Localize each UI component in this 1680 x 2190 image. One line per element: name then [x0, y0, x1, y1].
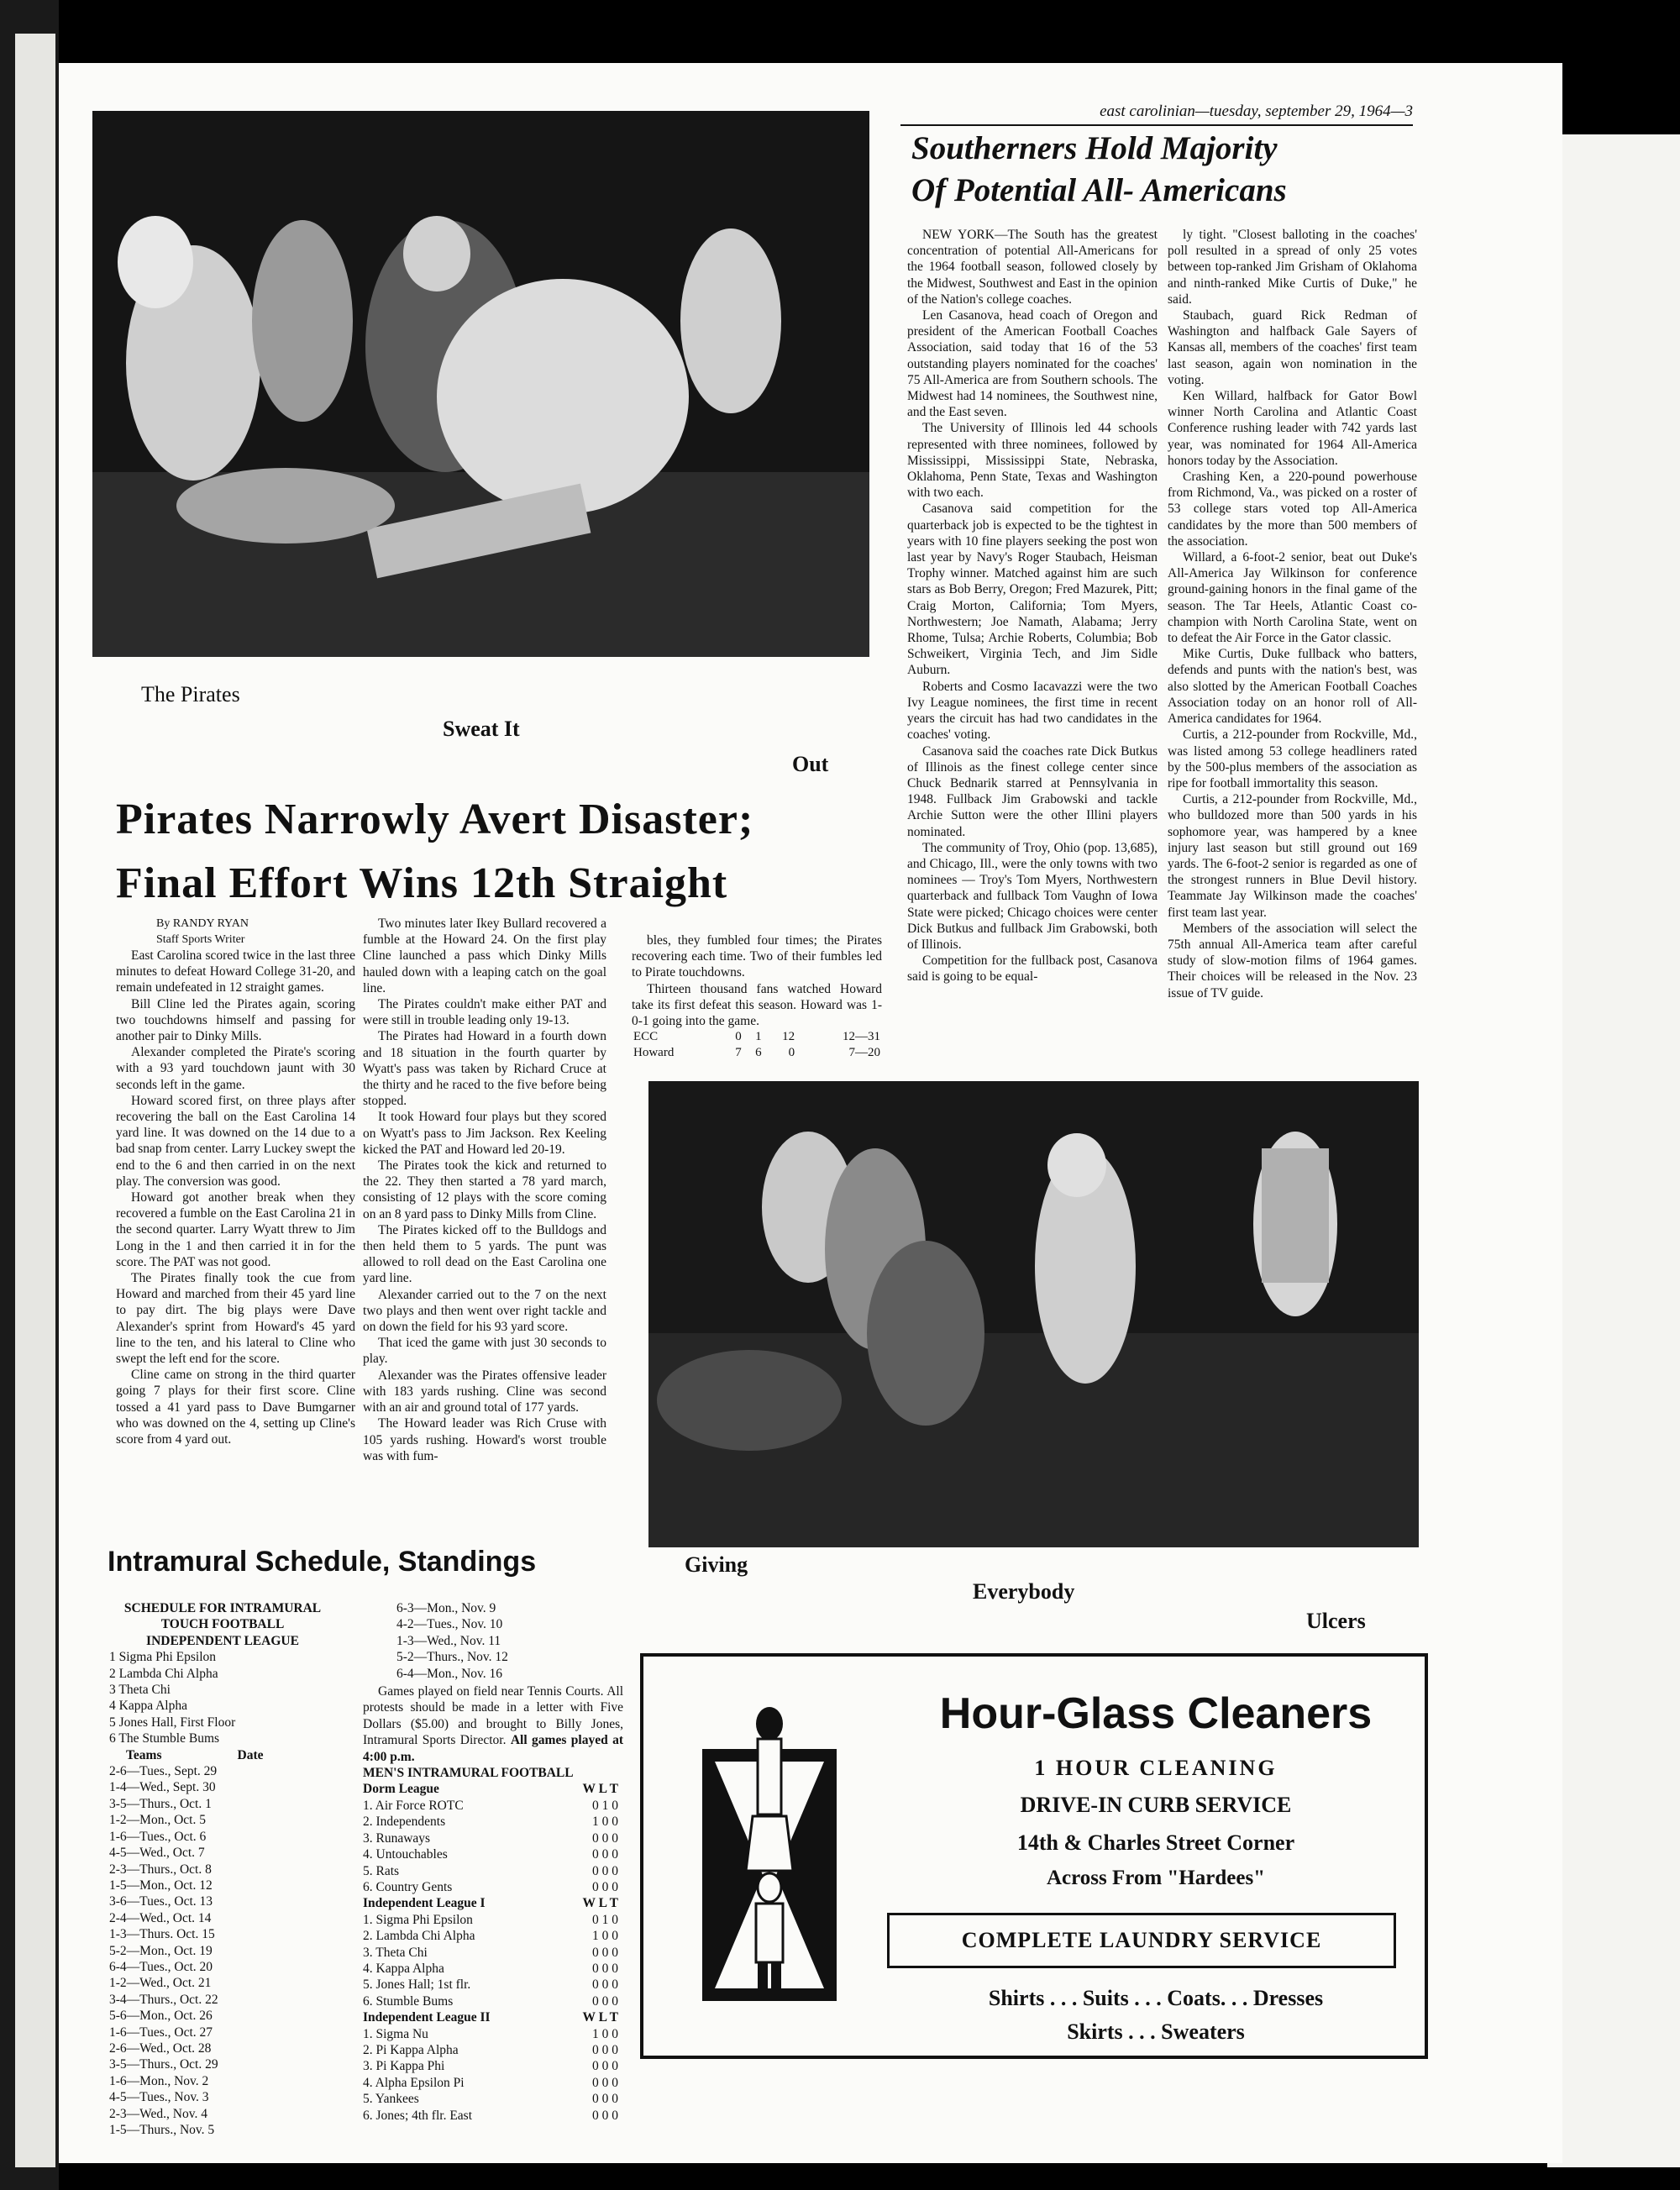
- article-paragraph: Two minutes later Ikey Bullard recovered a fumble at the Howard 24. On the first play Cline launched a pass which Dinky Mills hauled down with a leaping catch on the goal line.: [363, 916, 606, 995]
- byline-title: Staff Sports Writer: [156, 933, 245, 946]
- schedule-col-teams: Teams: [126, 1747, 162, 1762]
- schedule-item: 1-6—Tues., Oct. 6: [109, 1829, 207, 1844]
- article-paragraph: Howard scored first, on three plays after recovering the ball on the East Carolina 14 yard line. It was downed on the 14 due to a bad snap from center. Larry Luckey swept the end to the 6 and then carried in on the next play. The conversion was good.: [116, 1093, 355, 1189]
- hourglass-illustration: [685, 1699, 853, 2026]
- team-name: 1. Air Force ROTC: [363, 1798, 464, 1813]
- score-cell: ECC: [633, 1030, 659, 1044]
- score-cell: 12: [782, 1030, 795, 1044]
- article-paragraph: The Pirates had Howard in a fourth down and 18 situation in the fourth quarter by Wyatt's pass was taken by Richard Cruce at the thirty and he raced to the five before being stopped.: [363, 1029, 606, 1109]
- team-record: 0 0 0: [592, 1879, 618, 1894]
- schedule-list-2: [363, 1600, 623, 1682]
- article-paragraph: The Pirates couldn't make either PAT and were still in trouble leading only 19-13.: [363, 997, 606, 1028]
- article-paragraph: The community of Troy, Ohio (pop. 13,685), and Chicago, Ill., were the only towns with two nominees — Troy's Tom Myers, Northwestern quarterback and fullback Tom Vaughn of Iowa State were picked; Chicago choices were center Dick Butkus and fullback Jim Grabowski, both of Illinois.: [907, 840, 1158, 952]
- article-paragraph: Cline came on strong in the third quarter going 7 plays for their first score. Cline tossed a 41 yard pass to Dave Bumgarner who was downed on the 4, setting up Cline's score from 4 yard out.: [116, 1368, 355, 1447]
- schedule-item: 1-6—Tues., Oct. 27: [109, 2025, 213, 2040]
- schedule-item: 2-6—Wed., Oct. 28: [109, 2040, 212, 2056]
- score-cell: 6: [755, 1046, 762, 1060]
- team-record: 1 0 0: [592, 2026, 618, 2041]
- article-paragraph: NEW YORK—The South has the greatest concentration of potential All-Americans for the 1964 football season, followed closely by the Midwest, Southwest and East in the opinion of the Nation's college coaches.: [907, 228, 1158, 307]
- article-paragraph: East Carolina scored twice in the last three minutes to defeat Howard College 31-20, and remain undefeated in 12 straight games.: [116, 948, 355, 995]
- schedule-item: 3-5—Thurs., Oct. 1: [109, 1796, 212, 1811]
- schedule-item: 1-3—Thurs. Oct. 15: [109, 1927, 215, 1942]
- team-name: 4. Untouchables: [363, 1847, 448, 1862]
- league-name: Independent League II: [363, 2010, 491, 2025]
- standings-row: [363, 2075, 623, 2091]
- article-paragraph: The Pirates finally took the cue from Howard and marched from their 45 yard line to pay dirt. The big plays were Dave Alexander's sprint from Howard's 45 yard line to the ten, and his lateral to Cline who swept the left end for the score.: [116, 1271, 355, 1367]
- schedule-item: 6-4—Mon., Nov. 16: [396, 1666, 503, 1681]
- intramural-headline: Intramural Schedule, Standings: [108, 1546, 537, 1578]
- photo2-caption-line1: Giving: [685, 1552, 748, 1577]
- article-paragraph: Crashing Ken, a 220-pound powerhouse from Richmond, Va., was picked on a roster of 53 college stars voted top All-America candidates by the more than 500 members of the association.: [1168, 470, 1417, 549]
- schedule-item: 5-2—Thurs., Nov. 12: [396, 1650, 508, 1665]
- schedule-item: 2-4—Wed., Oct. 14: [109, 1910, 212, 1925]
- league-cols: W L T: [582, 2010, 618, 2025]
- schedule-item: 6-3—Mon., Nov. 9: [396, 1601, 496, 1615]
- article-paragraph: Casanova said competition for the quarterback job is expected to be the tightest in years with 10 fine players seeking the post won last year by Navy's Roger Staubach, Heisman Trophy winner. Matched against him are such stars as Bob Berry, Oregon; Fred Mazurek, Pitt; Craig Morton, California; Tom Myers, Northwestern; Joe Namath, Alabama; Jerry Rhome, Tulsa; Archie Roberts, Columbia; Bob Schweikert, Virginia Tech, and Jim Sidle Auburn.: [907, 502, 1158, 678]
- standings-row: [363, 1879, 623, 1895]
- team-item: 5 Jones Hall, First Floor: [109, 1715, 236, 1730]
- ad-line-6: Skirts . . . Sweaters: [1067, 2019, 1245, 2044]
- score-cell: 1: [755, 1030, 762, 1044]
- team-name: 6. Country Gents: [363, 1879, 453, 1894]
- photo1-caption-line1: The Pirates: [141, 682, 240, 706]
- schedule-item: 3-5—Thurs., Oct. 29: [109, 2057, 218, 2072]
- team-name: 4. Alpha Epsilon Pi: [363, 2075, 465, 2090]
- score-cell: 7—20: [848, 1046, 880, 1060]
- standings-row: [363, 2108, 623, 2124]
- league-name: Independent League I: [363, 1896, 486, 1911]
- pirates-column-1-body: [116, 948, 355, 1447]
- article-paragraph: ly tight. "Closest balloting in the coaches' poll resulted in a spread of only 25 votes between top-ranked Jim Grisham of Oklahoma and ninth-ranked Mike Curtis of Duke," he said.: [1168, 228, 1417, 307]
- football-photo-top: [92, 111, 869, 657]
- score-row: [632, 1029, 882, 1045]
- southerners-column-2: [1168, 227, 1417, 1001]
- schedule-item: 1-2—Mon., Oct. 5: [109, 1813, 206, 1828]
- team-record: 0 0 0: [592, 2042, 618, 2057]
- schedule-list: [109, 1763, 336, 2138]
- article-paragraph: Ken Willard, halfback for Gator Bowl winner North Carolina and Atlantic Coast Conference rushing leader with 742 yards last year, was nominated for 1964 All-America honors today by the Association.: [1168, 389, 1417, 468]
- page-folio: east carolinian—tuesday, september 29, 1964—3: [900, 102, 1413, 126]
- article-paragraph: Len Casanova, head coach of Oregon and president of the American Football Coaches Association, said today that 16 of the 53 outstanding players nominated for the coaches' 75 All-America are from Southern schools. The Midwest had 14 nominees, the Southwest nine, and the East seven.: [907, 308, 1158, 420]
- team-name: 1. Sigma Nu: [363, 2026, 428, 2041]
- standings-row: [363, 1961, 623, 1977]
- team-record: 1 0 0: [592, 1929, 618, 1944]
- article-paragraph: Alexander completed the Pirate's scoring with a 93 yard touchdown jaunt with 30 seconds left in the game.: [116, 1045, 355, 1092]
- article-paragraph: Alexander was the Pirates offensive leader with 183 yards rushing. Cline was second with an air and ground total of 177 yards.: [363, 1368, 606, 1415]
- standings-row: [363, 1912, 623, 1928]
- score-row: [632, 1045, 882, 1061]
- article-paragraph: Curtis, a 212-pounder from Rockville, Md., who bulldozed more than 500 yards in his sophomore year, was hampered by a knee injury last season but still ground out 169 yards. The 6-foot-2 senior is regarded as one of the strongest runners in Blue Devil history. Teammate Jay Wilkinson made the coaches' first team last year.: [1168, 792, 1417, 920]
- article-paragraph: Alexander carried out to the 7 on the next two plays and then went over right tackle and on down the field for his 93 yard score.: [363, 1287, 606, 1335]
- schedule-title-2: TOUCH FOOTBALL: [160, 1617, 285, 1632]
- team-item: 6 The Stumble Bums: [109, 1731, 220, 1746]
- team-record: 0 0 0: [592, 2092, 618, 2107]
- standings-row: [363, 1945, 623, 1961]
- team-record: 0 0 0: [592, 1977, 618, 1993]
- schedule-note: [363, 1683, 623, 1765]
- score-cell: 12—31: [843, 1030, 880, 1044]
- schedule-column-1: [109, 1600, 336, 2138]
- league-header: [363, 1781, 623, 1797]
- ad-laundry-box: COMPLETE LAUNDRY SERVICE: [887, 1913, 1396, 1968]
- schedule-item: 2-6—Tues., Sept. 29: [109, 1764, 218, 1779]
- schedule-col-date: Date: [237, 1747, 264, 1762]
- schedule-item: 1-2—Wed., Oct. 21: [109, 1976, 212, 1991]
- hourglass-cleaners-ad: [640, 1653, 1428, 2059]
- team-record: 0 0 0: [592, 2059, 618, 2074]
- pirates-column-3-body: [632, 932, 882, 1029]
- article-paragraph: bles, they fumbled four times; the Pirates recovering each time. Two of their fumbles led to Pirate touchdowns.: [632, 933, 882, 980]
- team-record: 0 0 0: [592, 1993, 618, 2009]
- standings-row: [363, 1830, 623, 1846]
- standings-row: [363, 2026, 623, 2042]
- score-cell: 0: [788, 1046, 795, 1060]
- team-list: [109, 1649, 336, 1746]
- league-header: [363, 1895, 623, 1911]
- standings-row: [363, 2091, 623, 2107]
- schedule-item: 3-6—Tues., Oct. 13: [109, 1894, 213, 1909]
- schedule-note-bold: All games played at 4:00 p.m.: [363, 1733, 623, 1764]
- ad-title: Hour-Glass Cleaners: [939, 1689, 1373, 1738]
- team-name: 4. Kappa Alpha: [363, 1961, 444, 1976]
- article-paragraph: Curtis, a 212-pounder from Rockville, Md., was listed among 53 college headliners rated by the 500-plus members of the association as ripe for football immortality this season.: [1168, 727, 1417, 790]
- team-item: 1 Sigma Phi Epsilon: [109, 1650, 217, 1665]
- team-name: 2. Independents: [363, 1814, 446, 1830]
- schedule-item: 5-2—Mon., Oct. 19: [109, 1943, 213, 1958]
- article-paragraph: The Howard leader was Rich Cruse with 105 yards rushing. Howard's worst trouble was with fum-: [363, 1416, 606, 1463]
- schedule-note-text: Games played on field near Tennis Courts. All protests should be made in a letter with Five Dollars ($5.00) and brought to Billy Jones, Intramural Sports Director.: [363, 1684, 623, 1748]
- schedule-item: 1-4—Wed., Sept. 30: [109, 1780, 216, 1795]
- team-name: 6. Jones; 4th flr. East: [363, 2108, 473, 2123]
- team-record: 0 1 0: [592, 1912, 618, 1927]
- article-paragraph: Howard got another break when they recovered a fumble on the East Carolina 21 in the second quarter. Larry Wyatt threw to Jim Long in the 1 and then carried it in for the score. The PAT was not good.: [116, 1190, 355, 1269]
- article-paragraph: That iced the game with just 30 seconds to play.: [363, 1336, 606, 1367]
- photo2-caption-line3: Ulcers: [1306, 1609, 1366, 1633]
- schedule-title-3: INDEPENDENT LEAGUE: [146, 1633, 299, 1648]
- team-record: 1 0 0: [592, 1814, 618, 1830]
- photo1-caption-line2: Sweat It: [443, 717, 520, 741]
- article-paragraph: Staubach, guard Rick Redman of Washington and halfback Gale Sayers of Kansas all, members of the coaches' first team last season, again won nomination in the voting.: [1168, 308, 1417, 387]
- schedule-item: 5-6—Mon., Oct. 26: [109, 2009, 213, 2024]
- schedule-item: 2-3—Thurs., Oct. 8: [109, 1862, 212, 1877]
- team-item: 2 Lambda Chi Alpha: [109, 1666, 218, 1681]
- football-photo-bottom: [648, 1081, 1419, 1547]
- schedule-item: 4-2—Tues., Nov. 10: [396, 1617, 503, 1632]
- next-page-edge: [1547, 134, 1680, 2167]
- schedule-item: 1-5—Mon., Oct. 12: [109, 1878, 213, 1893]
- schedule-item: 3-4—Thurs., Oct. 22: [109, 1992, 218, 2007]
- team-name: 3. Pi Kappa Phi: [363, 2059, 445, 2074]
- photo2-caption-line2: Everybody: [973, 1579, 1075, 1604]
- team-name: 5. Rats: [363, 1863, 400, 1878]
- team-name: 2. Pi Kappa Alpha: [363, 2042, 459, 2057]
- schedule-item: 1-6—Mon., Nov. 2: [109, 2073, 209, 2088]
- team-item: 4 Kappa Alpha: [109, 1699, 187, 1714]
- league-name: Dorm League: [363, 1782, 439, 1797]
- schedule-item: 1-3—Wed., Nov. 11: [396, 1633, 501, 1648]
- standings-row: [363, 1928, 623, 1944]
- ad-line-4: Across From "Hardees": [1046, 1867, 1266, 1889]
- standings-row: [363, 1814, 623, 1830]
- standings-row: [363, 1863, 623, 1879]
- article-paragraph: Willard, a 6-foot-2 senior, beat out Duke's All-America Jay Wilkinson for conference ground-gaining honors in the final game of the season. The Tar Heels, Atlantic Coast co-champion with North Carolina State, went on to defeat the Air Force in the Gator classic.: [1168, 550, 1417, 646]
- team-record: 0 1 0: [592, 1798, 618, 1813]
- score-cell: 7: [735, 1046, 742, 1060]
- team-item: 3 Theta Chi: [109, 1683, 171, 1698]
- article-paragraph: The Pirates kicked off to the Bulldogs and then held them to 5 yards. The punt was allowed to roll dead on the East Carolina one yard line.: [363, 1222, 606, 1286]
- schedule-item: 1-5—Thurs., Nov. 5: [109, 2123, 215, 2137]
- league-cols: W L T: [582, 1896, 618, 1911]
- schedule-item: 2-3—Wed., Nov. 4: [109, 2106, 207, 2121]
- team-record: 0 0 0: [592, 1830, 618, 1846]
- southerners-headline-line1: Southerners Hold Majority: [911, 130, 1278, 166]
- team-name: 6. Stumble Bums: [363, 1993, 454, 2009]
- article-paragraph: The Pirates took the kick and returned to the 22. They then started a 78 yard march, consisting of 12 plays with the score coming on an 8 yard pass to Dinky Mills from Cline.: [363, 1158, 606, 1221]
- team-name: 1. Sigma Phi Epsilon: [363, 1912, 473, 1927]
- team-record: 0 0 0: [592, 2075, 618, 2090]
- team-record: 0 0 0: [592, 1863, 618, 1878]
- team-record: 0 0 0: [592, 1945, 618, 1960]
- score-table: [632, 1029, 882, 1061]
- pirates-headline-line1: Pirates Narrowly Avert Disaster;: [116, 796, 754, 843]
- standings-title: MEN'S INTRAMURAL FOOTBALL: [363, 1766, 574, 1781]
- league-cols: W L T: [582, 1782, 618, 1797]
- team-record: 0 0 0: [592, 1961, 618, 1976]
- score-cell: 0: [735, 1030, 742, 1044]
- article-paragraph: Casanova said the coaches rate Dick Butkus of Illinois as the finest college center since Chuck Bednarik starred at Pennsylvania in 1948. Fullback Jim Grabowski and tackle Archie Sutton were the other Illini players nominated.: [907, 743, 1158, 839]
- previous-page-edge: [15, 34, 55, 2167]
- team-record: 0 0 0: [592, 1847, 618, 1862]
- southerners-column-1: [907, 227, 1158, 985]
- pirates-headline-line2: Final Effort Wins 12th Straight: [116, 859, 728, 907]
- team-name: 2. Lambda Chi Alpha: [363, 1929, 475, 1944]
- team-name: 3. Theta Chi: [363, 1945, 428, 1960]
- schedule-column-2: [363, 1600, 623, 2124]
- standings-row: [363, 2042, 623, 2058]
- standings-row: [363, 1798, 623, 1814]
- standings-row: [363, 1993, 623, 2009]
- article-paragraph: Bill Cline led the Pirates again, scoring two touchdowns himself and passing for another pair to Dinky Mills.: [116, 996, 355, 1044]
- standings-row: [363, 1977, 623, 1993]
- league-header: [363, 2009, 623, 2025]
- article-paragraph: Roberts and Cosmo Iacavazzi were the two Ivy League nominees, the first time in recent years the circuit has had two candidates in the coaches' voting.: [907, 679, 1158, 743]
- article-paragraph: Competition for the fullback post, Casanova said is going to be equal-: [907, 953, 1158, 985]
- pirates-headline: [116, 788, 872, 916]
- ad-line-5: Shirts . . . Suits . . . Coats. . . Dresses: [988, 1986, 1324, 2010]
- score-cell: Howard: [633, 1046, 675, 1060]
- team-name: 3. Runaways: [363, 1830, 431, 1846]
- ad-line-2: DRIVE-IN CURB SERVICE: [1020, 1793, 1292, 1817]
- pirates-column-1: [116, 916, 355, 1447]
- ad-line-3: 14th & Charles Street Corner: [1016, 1830, 1295, 1855]
- standings-list: [363, 1781, 623, 2124]
- schedule-title-1: SCHEDULE FOR INTRAMURAL: [123, 1601, 322, 1615]
- article-paragraph: It took Howard four plays but they scored on Wyatt's pass to Jim Jackson. Rex Keeling kicked the PAT and Howard led 20-19.: [363, 1110, 606, 1157]
- article-paragraph: The University of Illinois led 44 schools represented with three nominees, followed by Mississippi, Mississippi State, Nebraska, Oklahoma, Penn State, Texas and Washington with two each.: [907, 421, 1158, 501]
- southerners-headline: [911, 128, 1432, 212]
- article-paragraph: Mike Curtis, Duke fullback who batters, defends and punts with the nation's best, was also slotted by the American Football Coaches Association today on an honor roll of All-America candidates for 1964.: [1168, 647, 1417, 727]
- pirates-column-2: [363, 916, 606, 1464]
- standings-row: [363, 1846, 623, 1862]
- schedule-col-headers: [109, 1747, 336, 1763]
- schedule-item: 4-5—Wed., Oct. 7: [109, 1846, 205, 1861]
- team-record: 0 0 0: [592, 2108, 618, 2123]
- schedule-item: 6-4—Tues., Oct. 20: [109, 1959, 213, 1974]
- photo1-caption-line3: Out: [792, 752, 829, 776]
- southerners-headline-line2: Of Potential All- Americans: [911, 172, 1287, 208]
- article-paragraph: Thirteen thousand fans watched Howard take its first defeat this season. Howard was 1-0-1 going into the game.: [632, 981, 882, 1029]
- team-name: 5. Jones Hall; 1st flr.: [363, 1977, 471, 1993]
- team-name: 5. Yankees: [363, 2092, 419, 2107]
- schedule-item: 4-5—Tues., Nov. 3: [109, 2090, 209, 2105]
- byline-author: By RANDY RYAN: [156, 917, 249, 930]
- pirates-column-3: [632, 932, 882, 1062]
- ad-line-1: 1 HOUR CLEANING: [1034, 1756, 1278, 1780]
- standings-row: [363, 2058, 623, 2074]
- article-paragraph: Members of the association will select the 75th annual All-America team after careful study of slow-motion films of 1964 games. Their choices will be released in the Nov. 23 issue of TV guide.: [1168, 921, 1417, 1000]
